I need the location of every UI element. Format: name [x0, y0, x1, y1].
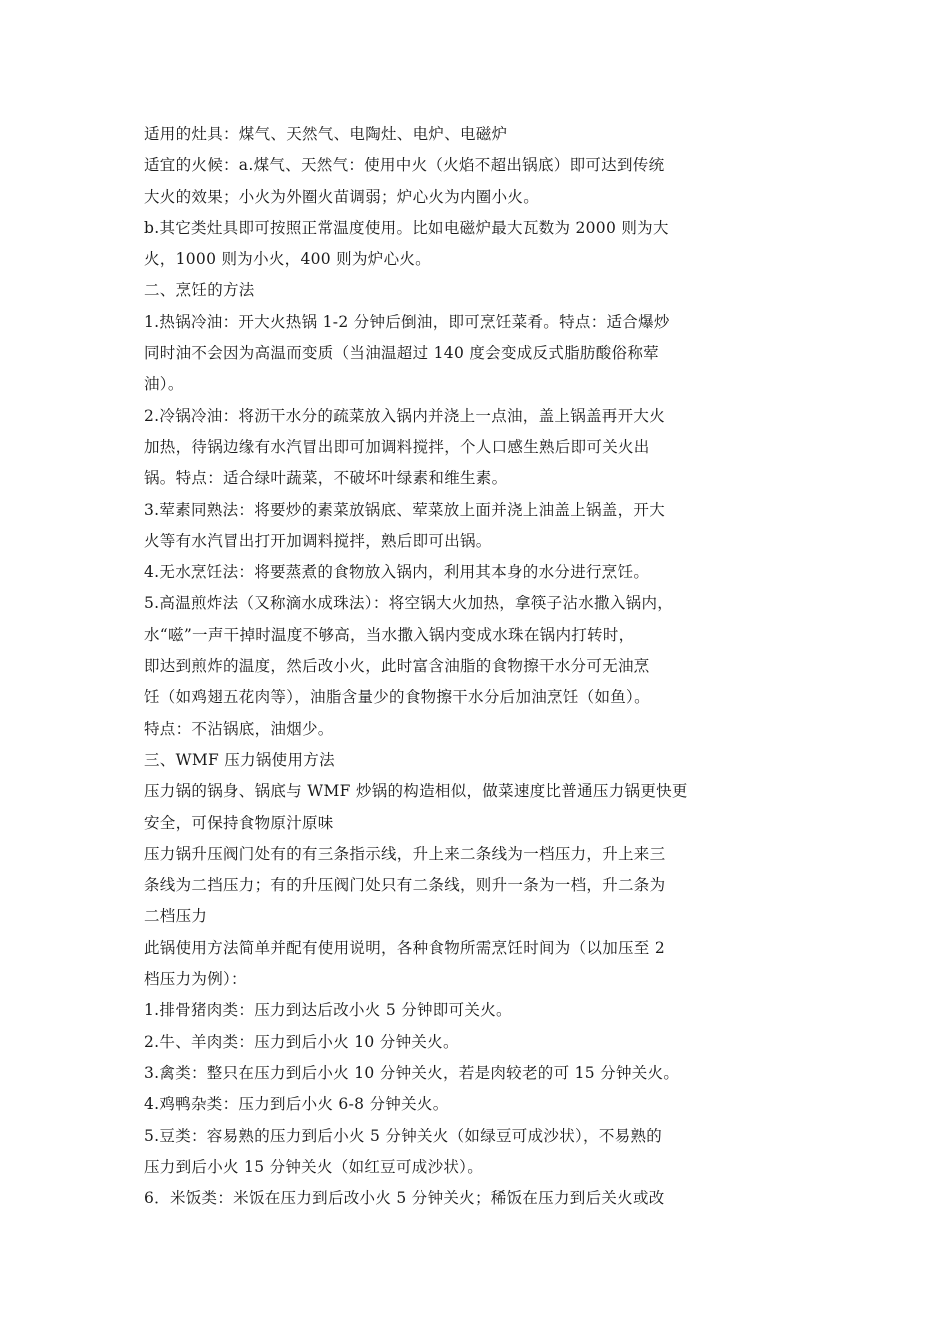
text-line: 压力到后小火 15 分钟关火（如红豆可成沙状）。 [144, 1157, 484, 1176]
text-line: 二档压力 [144, 907, 208, 926]
text-line: 3.荤素同熟法：将要炒的素菜放锅底、荤菜放上面并浇上油盖上锅盖，开大 [144, 500, 665, 519]
text-line: 4.无水烹饪法：将要蒸煮的食物放入锅内，利用其本身的水分进行烹饪。 [144, 563, 650, 582]
text-line: 3.禽类：整只在压力到后小火 10 分钟关火，若是肉较老的可 15 分钟关火。 [144, 1063, 680, 1082]
text-line: 4.鸡鸭杂类：压力到后小火 6-8 分钟关火。 [144, 1095, 449, 1114]
text-line: 档压力为例）： [144, 970, 247, 989]
text-line: 水“嗞”一声干掉时温度不够高，当水撒入锅内变成水珠在锅内打转时， [144, 625, 635, 644]
text-line: 火等有水汽冒出打开加调料搅拌，熟后即可出锅。 [144, 531, 492, 550]
document-body [144, 119, 754, 1214]
text-line: 此锅使用方法简单并配有使用说明，各种食物所需烹饪时间为（以加压至 2 [144, 938, 665, 957]
text-line: 安全，可保持食物原汁原味 [144, 813, 334, 832]
text-line: 大火的效果；小火为外圈火苗调弱；炉心火为内圈小火。 [144, 187, 540, 206]
text-line: 即达到煎炸的温度，然后改小火，此时富含油脂的食物擦干水分可无油烹 [144, 657, 650, 676]
text-line: 同时油不会因为高温而变质（当油温超过 140 度会变成反式脂肪酸俗称荤 [144, 344, 659, 363]
text-line: 2.牛、羊肉类：压力到后小火 10 分钟关火。 [144, 1032, 459, 1051]
text-line: 适用的灶具：煤气、天然气、电陶灶、电炉、电磁炉 [144, 125, 508, 143]
text-line: 特点：不沾锅底，油烟少。 [144, 719, 334, 738]
section-heading: 二、烹饪的方法 [144, 281, 255, 300]
text-line: 2.冷锅冷油：将沥干水分的疏菜放入锅内并浇上一点油，盖上锅盖再开大火 [144, 406, 665, 425]
text-line: 条线为二挡压力；有的升压阀门处只有二条线，则升一条为一档，升二条为 [144, 876, 666, 895]
section-heading: 三、WMF 压力锅使用方法 [144, 750, 335, 769]
text-line: b.其它类灶具即可按照正常温度使用。比如电磁炉最大瓦数为 2000 则为大 [144, 218, 669, 237]
text-line: 5.豆类：容易熟的压力到后小火 5 分钟关火（如绿豆可成沙状），不易熟的 [144, 1126, 663, 1145]
text-line: 压力锅的锅身、锅底与 WMF 炒锅的构造相似，做菜速度比普通压力锅更快更 [144, 782, 688, 801]
text-line: 1.排骨猪肉类：压力到达后改小火 5 分钟即可关火。 [144, 1001, 512, 1020]
text-line: 锅。特点：适合绿叶蔬菜，不破坏叶绿素和维生素。 [144, 469, 508, 488]
text-line: 5.高温煎炸法（又称滴水成珠法）：将空锅大火加热，拿筷子沾水撒入锅内， [144, 594, 674, 613]
text-line: 加热，待锅边缘有水汽冒出即可加调料搅拌，个人口感生熟后即可关火出 [144, 437, 650, 456]
text-line: 适宜的火候：a.煤气、天然气：使用中火（火焰不超出锅底）即可达到传统 [144, 156, 665, 175]
text-line: 饪（如鸡翅五花肉等），油脂含量少的食物擦干水分后加油烹饪（如鱼）。 [144, 688, 650, 707]
text-line: 油）。 [144, 375, 184, 394]
text-line: 压力锅升压阀门处有的有三条指示线，升上来二条线为一档压力，升上来三 [144, 844, 666, 863]
text-line: 火，1000 则为小火，400 则为炉心火。 [144, 250, 431, 269]
text-line: 6．米饭类：米饭在压力到后改小火 5 分钟关火；稀饭在压力到后关火或改 [144, 1189, 665, 1208]
text-line: 1.热锅冷油：开大火热锅 1-2 分钟后倒油，即可烹饪菜肴。特点：适合爆炒 [144, 312, 670, 331]
